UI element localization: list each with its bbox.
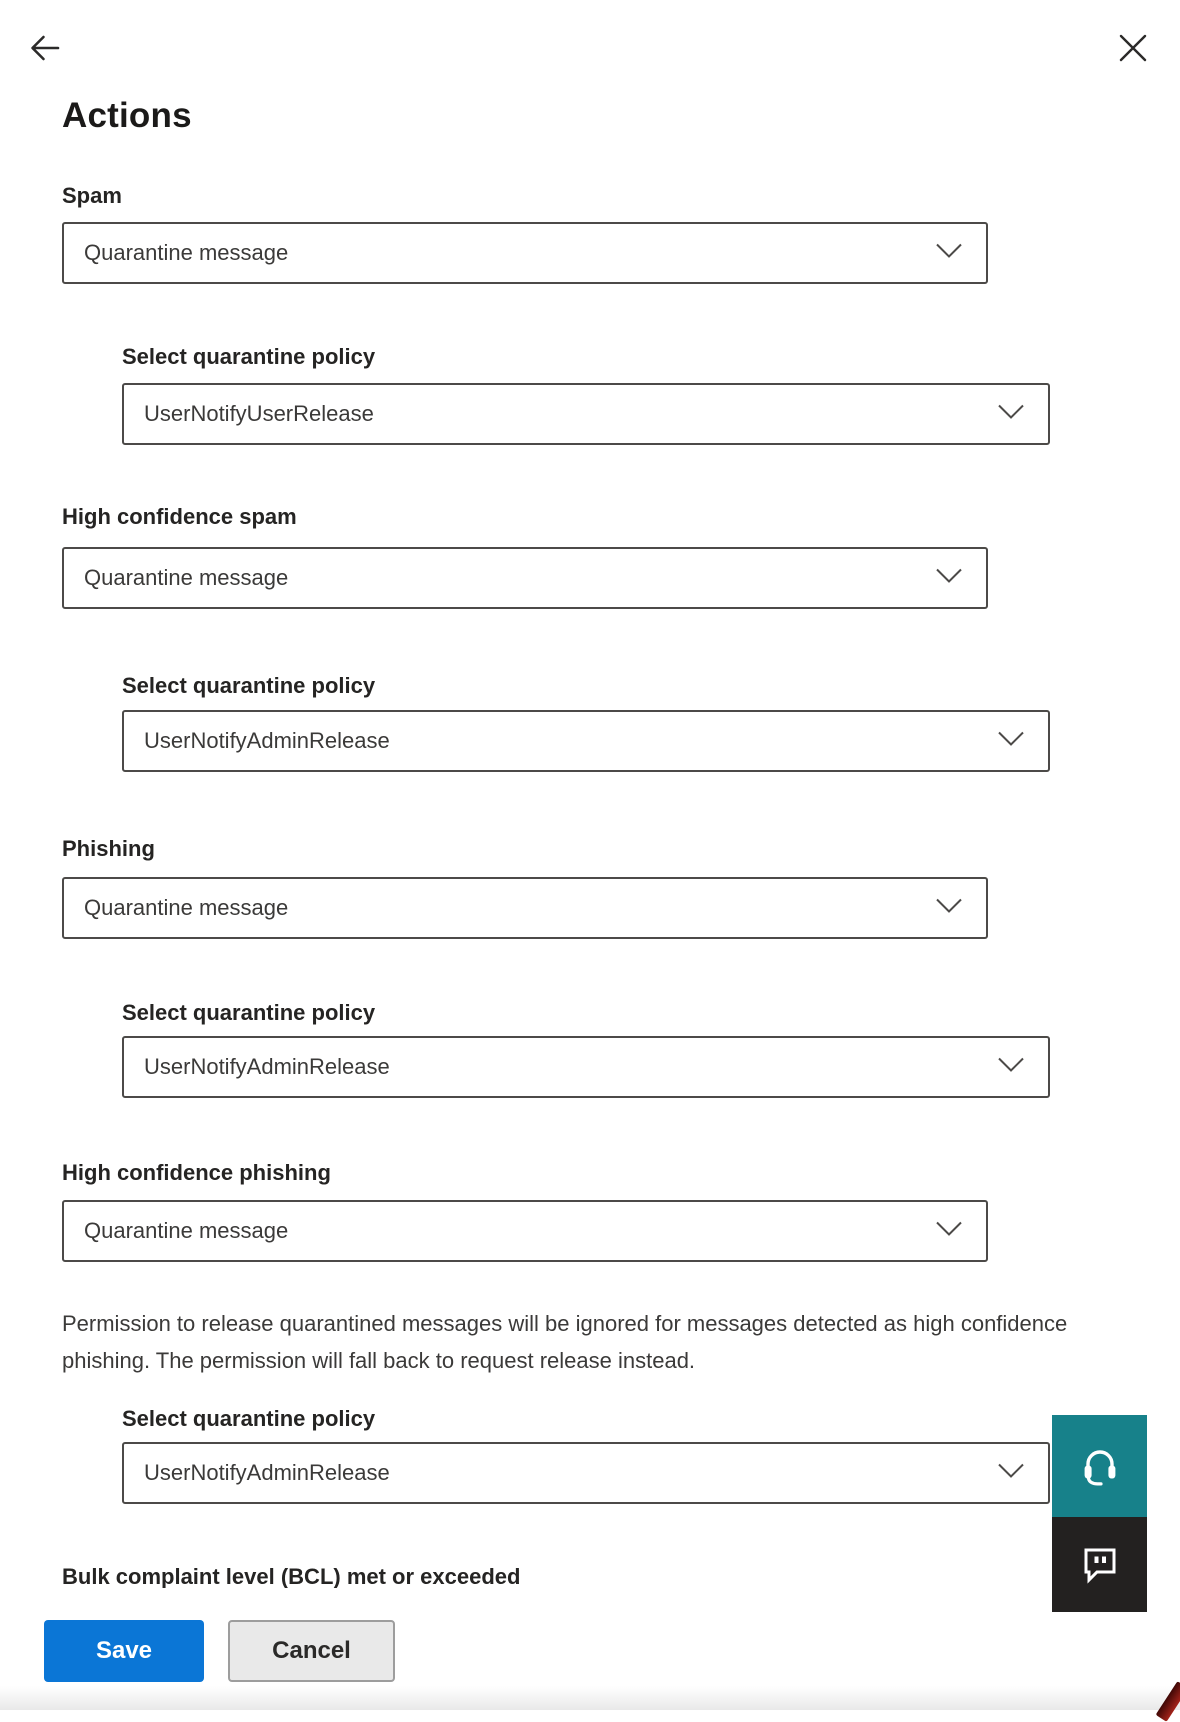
back-button[interactable] (26, 29, 64, 67)
chevron-down-icon (998, 404, 1024, 424)
high-confidence-spam-action-select[interactable] (62, 547, 988, 609)
phishing-label: Phishing (62, 836, 155, 861)
chat-bubble-icon (1078, 1541, 1122, 1588)
high-confidence-phishing-action-value: Quarantine message (84, 1218, 289, 1243)
chevron-down-icon (998, 1463, 1024, 1483)
phishing-policy-value: UserNotifyAdminRelease (144, 1054, 390, 1079)
chevron-down-icon (936, 243, 962, 263)
high-confidence-spam-policy-value: UserNotifyAdminRelease (144, 728, 390, 753)
high-confidence-phishing-policy-value: UserNotifyAdminRelease (144, 1460, 390, 1485)
spam-action-value: Quarantine message (84, 240, 289, 265)
feedback-button[interactable] (1052, 1517, 1147, 1612)
high-confidence-phishing-policy-select[interactable] (122, 1442, 1050, 1504)
spam-label: Spam (62, 183, 122, 208)
bulk-complaint-section (62, 1564, 962, 1588)
bottom-edge-strip (0, 1686, 1180, 1710)
high-confidence-spam-policy-select[interactable] (122, 710, 1050, 772)
phishing-action-value: Quarantine message (84, 895, 289, 920)
page-title: Actions (62, 96, 192, 135)
headset-icon (1076, 1441, 1124, 1492)
high-confidence-phishing-policy-label: Select quarantine policy (122, 1406, 376, 1431)
save-button[interactable]: Save (44, 1620, 204, 1682)
chevron-down-icon (936, 568, 962, 588)
help-button[interactable] (1052, 1415, 1147, 1517)
bulk-complaint-level-label: Bulk complaint level (BCL) met or exceeded (62, 1564, 521, 1588)
chevron-down-icon (936, 1221, 962, 1241)
high-confidence-spam-action-value: Quarantine message (84, 565, 289, 590)
spam-action-select[interactable] (62, 222, 988, 284)
phishing-policy-label: Select quarantine policy (122, 1000, 376, 1025)
close-button[interactable] (1116, 31, 1150, 65)
spam-policy-label: Select quarantine policy (122, 344, 376, 369)
spam-policy-select[interactable] (122, 383, 1050, 445)
phishing-policy-select[interactable] (122, 1036, 1050, 1098)
chevron-down-icon (936, 898, 962, 918)
spam-policy-value: UserNotifyUserRelease (144, 401, 374, 426)
high-confidence-phishing-label: High confidence phishing (62, 1160, 331, 1185)
phishing-action-select[interactable] (62, 877, 988, 939)
high-confidence-spam-label: High confidence spam (62, 504, 297, 529)
chevron-down-icon (998, 1057, 1024, 1077)
close-icon (1117, 52, 1149, 67)
cancel-button[interactable]: Cancel (228, 1620, 395, 1682)
high-confidence-phishing-note: Permission to release quarantined messages will be ignored for messages detected as high confidence phishing. The permission will fall back to request release instead. (62, 1311, 1068, 1373)
chevron-down-icon (998, 731, 1024, 751)
high-confidence-phishing-action-select[interactable] (62, 1200, 988, 1262)
back-arrow-icon (27, 54, 63, 69)
high-confidence-spam-policy-label: Select quarantine policy (122, 673, 376, 698)
